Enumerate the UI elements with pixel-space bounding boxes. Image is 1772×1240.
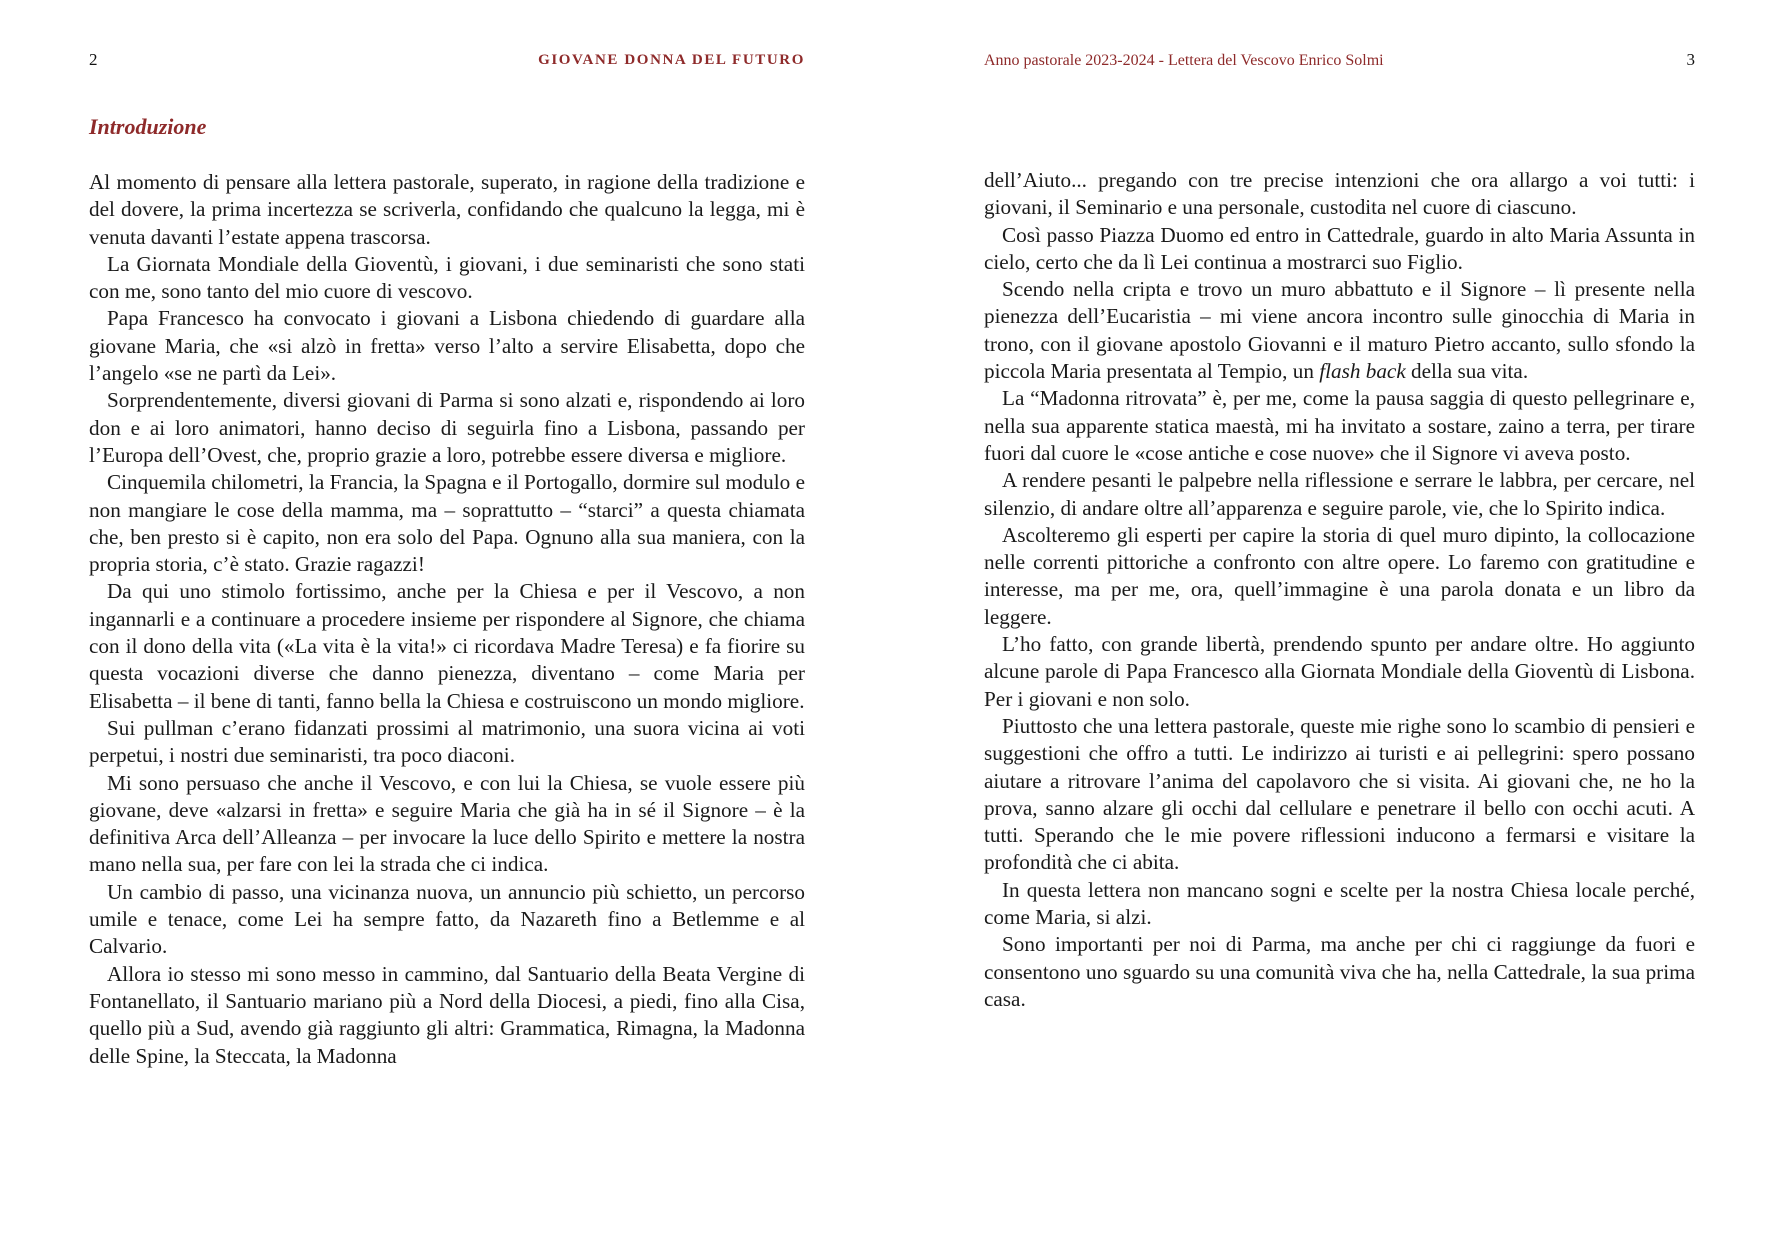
paragraph: Così passo Piazza Duomo ed entro in Cattedrale, guardo in alto Maria Assunta in cielo, certo che da lì Lei continua a mostrarci suo Figlio.	[984, 222, 1695, 274]
running-head-title: GIOVANE DONNA DEL FUTURO	[538, 52, 805, 68]
paragraph: Allora io stesso mi sono messo in cammino, dal Santuario della Beata Vergine di Fontanellato, il Santuario mariano più a Nord della Diocesi, a piedi, fino alla Cisa, quello più a Sud, avendo già raggiunto gli altri: Grammatica, Rimagna, la Madonna delle Spine, la Steccata, la Madonna	[89, 961, 805, 1068]
paragraph: A rendere pesanti le palpebre nella riflessione e serrare le labbra, per cercare, nel silenzio, di andare oltre all’apparenza e seguire parole, vie, che lo Spirito indica.	[984, 468, 1695, 520]
paragraph: Sorprendentemente, diversi giovani di Parma si sono alzati e, rispondendo ai loro don e ai loro animatori, hanno deciso di seguirla fino a Lisbona, passando per l’Europa dell’Ovest, che, proprio grazie a loro, potrebbe essere diversa e migliore.	[89, 388, 805, 467]
right-page	[984, 0, 1695, 1240]
paragraph: La “Madonna ritrovata” è, per me, come la pausa saggia di questo pellegrinare e, nella sua apparente statica maestà, mi ha invitato a sostare, zaino a terra, per tirare fuori dal cuore le «cose antiche e cose nuove» che il Signore vi aveva posto.	[984, 386, 1695, 465]
paragraph: Sono importanti per noi di Parma, ma anche per chi ci raggiunge da fuori e consentono uno sguardo su una comunità viva che ha, nella Cattedrale, la sua prima casa.	[984, 932, 1695, 1011]
paragraph: In questa lettera non mancano sogni e scelte per la nostra Chiesa locale perché, come Maria, si alzi.	[984, 877, 1695, 930]
left-body-text	[89, 169, 805, 1070]
running-head-subtitle: Anno pastorale 2023-2024 - Lettera del Vescovo Enrico Solmi	[984, 52, 1384, 69]
paragraph: Sui pullman c’erano fidanzati prossimi al matrimonio, una suora vicina ai voti perpetui, i nostri due seminaristi, tra poco diaconi.	[89, 715, 805, 768]
paragraph: Papa Francesco ha convocato i giovani a Lisbona chiedendo di guardare alla giovane Maria, che «si alzò in fretta» verso l’alto a servire Elisabetta, dopo che l’angelo «se ne partì da Lei».	[89, 306, 805, 386]
paragraph	[984, 276, 1695, 385]
section-title: Introduzione	[89, 114, 207, 139]
page-number-left: 2	[89, 50, 98, 69]
italic-phrase: flash back	[1319, 359, 1406, 384]
paragraph: Cinquemila chilometri, la Francia, la Spagna e il Portogallo, dormire sul modulo e non mangiare le cose della mamma, ma – soprattutto – “starci” a questa chiamata che, ben presto si è capito, non era solo del Papa. Ognuno alla sua maniera, con la propria storia, c’è stato. Grazie ragazzi!	[89, 470, 805, 577]
paragraph: Un cambio di passo, una vicinanza nuova, un annuncio più schietto, un percorso umile e tenace, come Lei ha sempre fatto, da Nazareth fino a Betlemme e al Calvario.	[89, 879, 805, 959]
paragraph: Mi sono persuaso che anche il Vescovo, e con lui la Chiesa, se vuole essere più giovane, deve «alzarsi in fretta» e seguire Maria che già ha in sé il Signore – è la definitiva Arca dell’Alleanza – per invocare la luce dello Spirito e mettere la nostra mano nella sua, per fare con lei la strada che ci indica.	[89, 770, 805, 877]
paragraph: Ascolteremo gli esperti per capire la storia di quel muro dipinto, la collocazione nelle correnti pittoriche a confronto con altre opere. Lo faremo con gratitudine e interesse, ma per me, ora, quell’immagine è una parola donata e un libro da leggere.	[984, 522, 1695, 629]
page-number-right: 3	[1686, 50, 1695, 69]
paragraph: Piuttosto che una lettera pastorale, queste mie righe sono lo scambio di pensieri e suggestioni che offro a tutti. Le indirizzo ai turisti e ai pellegrini: spero possano aiutare a ritrovare l’anima del capolavoro che si visita. Ai giovani che, ne ho la prova, sanno alzare gli occhi dal cellulare e penetrare il bello con occhi acuti. A tutti. Sperando che le mie povere riflessioni inducono a fermarsi e visitare la profondità che ci abita.	[984, 713, 1695, 875]
right-body-text	[984, 167, 1695, 1013]
paragraph: La Giornata Mondiale della Gioventù, i giovani, i due seminaristi che sono stati con me, sono tanto del mio cuore di vescovo.	[89, 251, 805, 304]
text-run: della sua vita.	[1405, 359, 1529, 384]
paragraph: Da qui uno stimolo fortissimo, anche per la Chiesa e per il Vescovo, a non ingannarli e a continuare a procedere insieme per rispondere al Signore, che chiama con il dono della vita («La vita è la vita!» ci ricordava Madre Teresa) e fa fiorire su questa vocazioni diverse che danno pienezza, diventano – come Maria per Elisabetta – il bene di tanti, fanno bella la Chiesa e costruiscono un mondo migliore.	[89, 579, 805, 713]
paragraph: Al momento di pensare alla lettera pastorale, superato, in ragione della tradizione e del dovere, la prima incertezza se scriverla, confidando che qualcuno la legga, mi è venuta davanti l’estate appena trascorsa.	[89, 170, 805, 249]
paragraph-continuation: dell’Aiuto... pregando con tre precise intenzioni che ora allargo a voi tutti: i giovani, il Seminario e una personale, custodita nel cuore di ciascuno.	[984, 168, 1695, 220]
text-run: Scendo nella cripta e trovo un muro abbattuto e il Signore – lì presente nella pienezza dell’Eucaristia – mi viene ancora incontro sulle ginocchia di Maria in trono, con il giovane apostolo Giovanni e il maturo Pietro accanto, sullo sfondo la piccola Maria presentata al Tempio, un	[984, 277, 1695, 384]
left-page	[89, 0, 805, 1240]
paragraph: L’ho fatto, con grande libertà, prendendo spunto per andare oltre. Ho aggiunto alcune parole di Papa Francesco alla Giornata Mondiale della Gioventù di Lisbona. Per i giovani e non solo.	[984, 632, 1695, 711]
